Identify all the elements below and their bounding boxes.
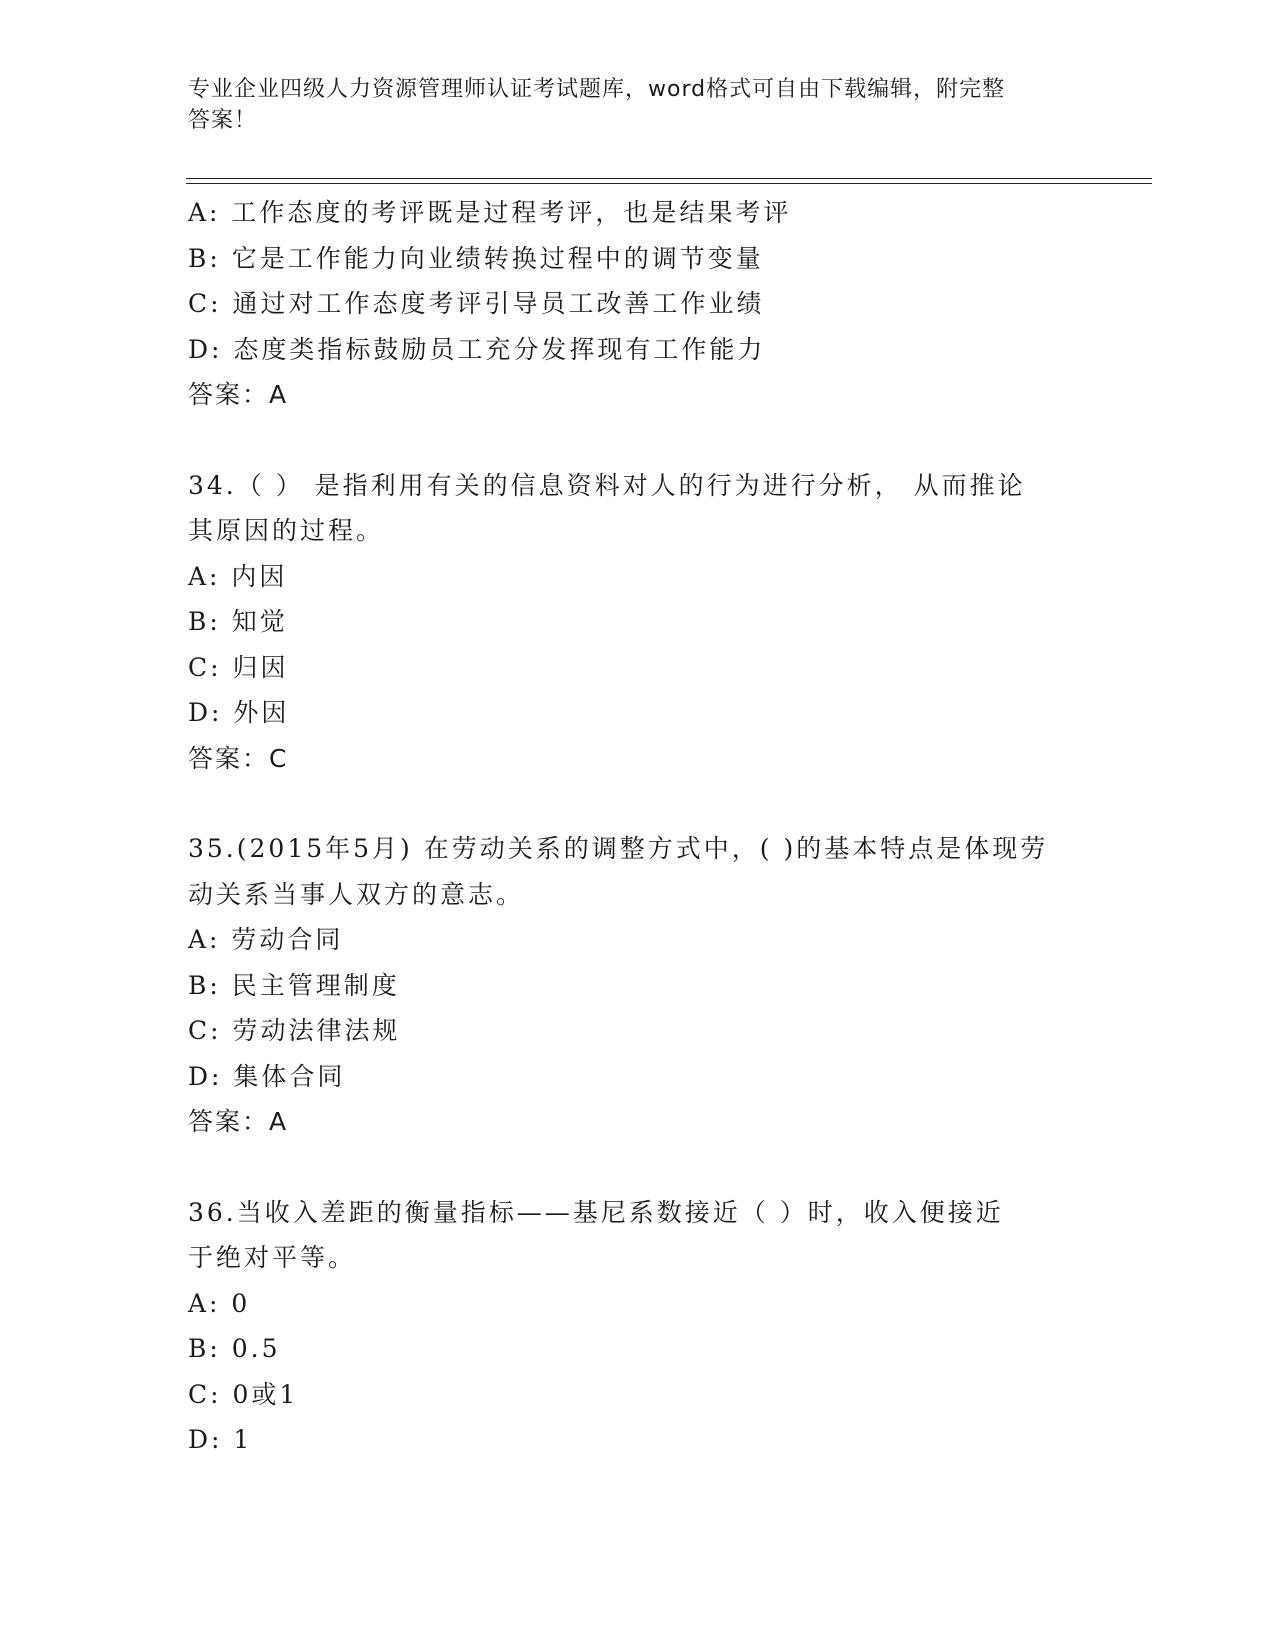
option-a: A: 内因 <box>188 561 288 591</box>
option-d: D: 1 <box>188 1425 253 1454</box>
spacer <box>188 1145 1088 1190</box>
spacer <box>188 418 1088 463</box>
spacer <box>188 781 1088 826</box>
header-rule-bottom <box>186 183 1152 184</box>
option-d: D: 外因 <box>188 698 290 727</box>
question-stem-line-2: 动关系当事人双方的意志。 <box>188 879 525 909</box>
document-header <box>188 74 1068 136</box>
question-stem-line-1: 36.当收入差距的衡量指标——基尼系数接近（ ）时，收入便接近 <box>188 1197 1004 1227</box>
option-b: B: 它是工作能力向业绩转换过程中的调节变量 <box>188 243 764 273</box>
option-a: A: 工作态度的考评既是过程考评，也是结果考评 <box>188 198 792 227</box>
header-line-2: 答案！ <box>188 108 258 133</box>
option-c: C: 归因 <box>188 652 289 682</box>
answer-label: 答案：A <box>188 1107 289 1136</box>
header-line-1: 专业企业四级人力资源管理师认证考试题库，word格式可自由下载编辑，附完整 <box>188 77 1006 102</box>
option-a: A: 0 <box>188 1288 251 1318</box>
option-c: C: 0或1 <box>188 1379 299 1409</box>
question-35 <box>188 826 1088 1145</box>
option-a: A: 劳动合同 <box>188 925 344 954</box>
option-c: C: 通过对工作态度考评引导员工改善工作业绩 <box>188 289 765 318</box>
option-d: D: 集体合同 <box>188 1061 346 1091</box>
answer-label: 答案：C <box>188 743 289 773</box>
option-b: B: 0.5 <box>188 1334 281 1363</box>
option-c: C: 劳动法律法规 <box>188 1016 401 1045</box>
question-34 <box>188 463 1088 782</box>
question-list <box>188 190 1088 1463</box>
question-36 <box>188 1190 1088 1463</box>
option-d: D: 态度类指标鼓励员工充分发挥现有工作能力 <box>188 334 766 364</box>
question-33 <box>188 190 1088 418</box>
option-b: B: 民主管理制度 <box>188 970 400 1000</box>
question-stem-line-1: 35.(2015年5月) 在劳动关系的调整方式中，( )的基本特点是体现劳 <box>188 834 1049 863</box>
option-b: B: 知觉 <box>188 607 288 636</box>
header-rule-top <box>186 178 1152 179</box>
question-stem-line-2: 于绝对平等。 <box>188 1243 357 1272</box>
question-stem-line-2: 其原因的过程。 <box>188 516 385 545</box>
answer-label: 答案：A <box>188 380 289 409</box>
question-stem-line-1: 34.（ ） 是指利用有关的信息资料对人的行为进行分析， 从而推论 <box>188 470 1026 500</box>
